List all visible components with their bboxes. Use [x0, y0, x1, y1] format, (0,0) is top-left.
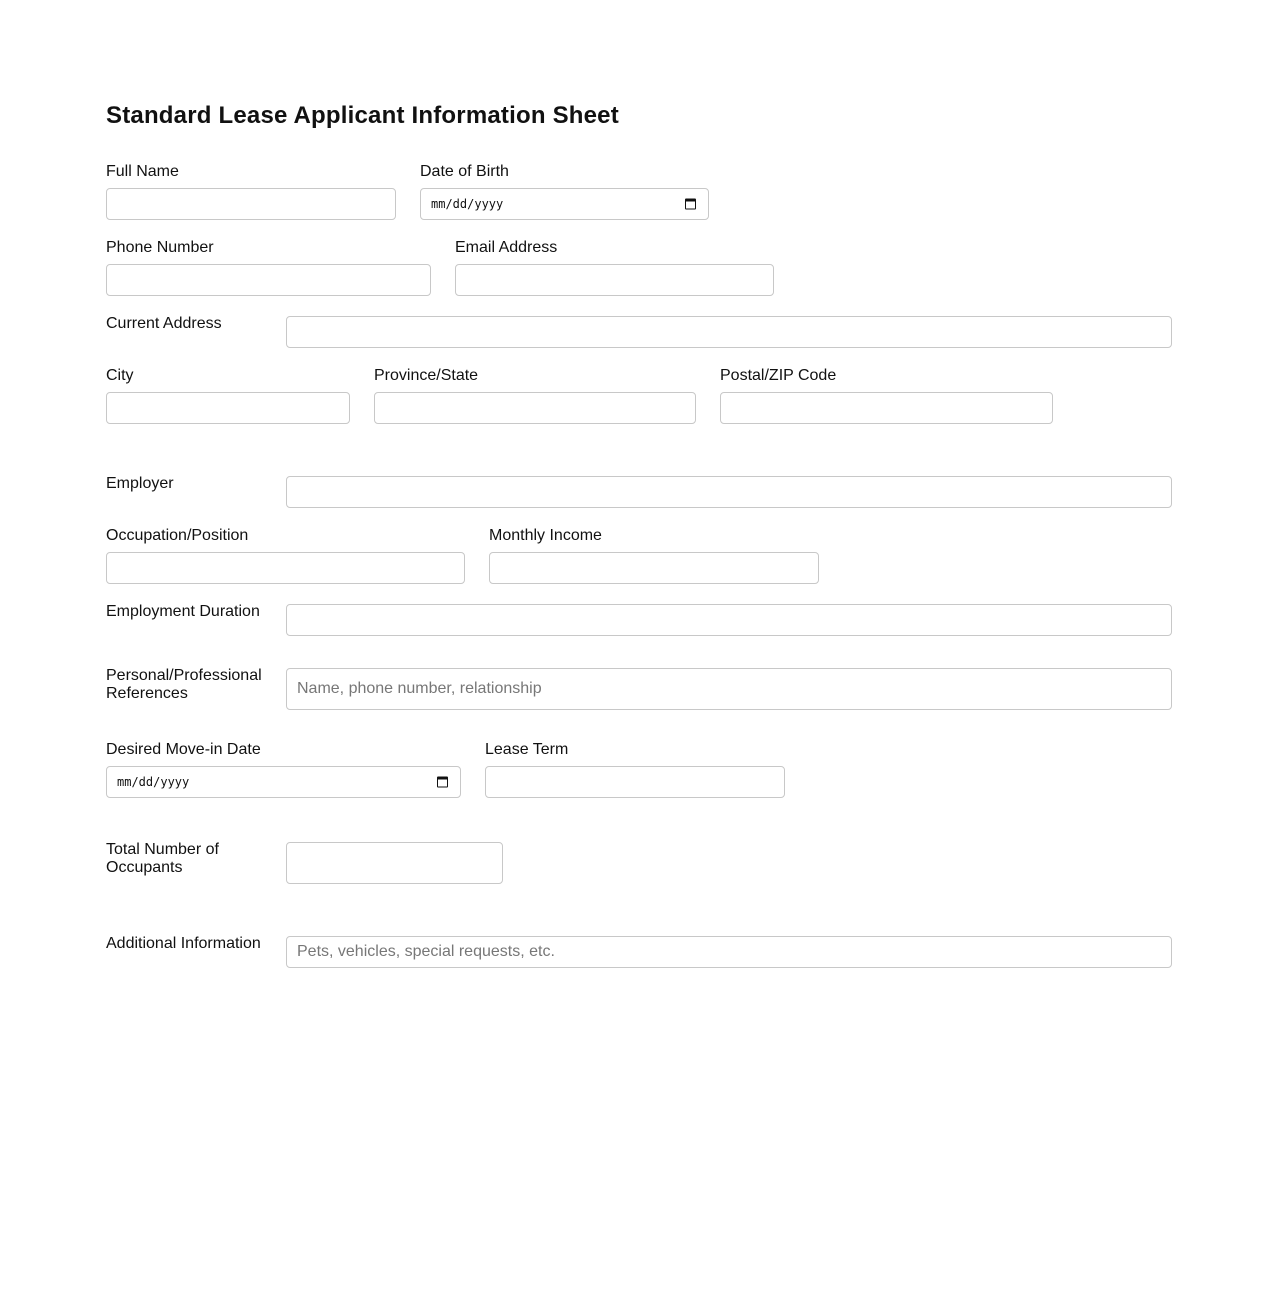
dob-label: Date of Birth — [420, 163, 509, 180]
move-in-input[interactable] — [106, 766, 461, 798]
move-in-label: Desired Move-in Date — [106, 741, 261, 758]
dob-value: mm/dd/yyyy — [431, 197, 504, 211]
dob-input[interactable] — [420, 188, 709, 220]
occupants-label-line2: Occupants — [106, 859, 183, 876]
postal-input[interactable] — [720, 392, 1053, 424]
phone-label: Phone Number — [106, 239, 214, 256]
duration-input[interactable] — [286, 604, 1172, 636]
move-in-value: mm/dd/yyyy — [117, 775, 190, 789]
occupation-input[interactable] — [106, 552, 465, 584]
references-label-line2: References — [106, 685, 188, 702]
occupants-input[interactable] — [286, 842, 503, 884]
duration-label: Employment Duration — [106, 603, 260, 620]
occupation-label: Occupation/Position — [106, 527, 249, 544]
calendar-icon[interactable] — [437, 777, 448, 788]
lease-term-label: Lease Term — [485, 741, 569, 758]
calendar-icon[interactable] — [685, 199, 696, 210]
references-placeholder: Name, phone number, relationship — [297, 680, 542, 697]
references-label-line1: Personal/Professional — [106, 667, 262, 684]
city-input[interactable] — [106, 392, 350, 424]
full-name-label: Full Name — [106, 163, 179, 180]
phone-input[interactable] — [106, 264, 431, 296]
additional-input[interactable] — [286, 936, 1172, 968]
province-label: Province/State — [374, 367, 479, 384]
additional-placeholder: Pets, vehicles, special requests, etc. — [297, 943, 555, 960]
employer-input[interactable] — [286, 476, 1172, 508]
email-input[interactable] — [455, 264, 774, 296]
city-label: City — [106, 367, 134, 384]
lease-term-input[interactable] — [485, 766, 785, 798]
province-input[interactable] — [374, 392, 696, 424]
postal-label: Postal/ZIP Code — [720, 367, 837, 384]
full-name-input[interactable] — [106, 188, 396, 220]
address-label: Current Address — [106, 315, 222, 332]
references-input[interactable] — [286, 668, 1172, 710]
page-title: Standard Lease Applicant Information Sheet — [106, 102, 619, 129]
address-input[interactable] — [286, 316, 1172, 348]
additional-label: Additional Information — [106, 935, 261, 952]
employer-label: Employer — [106, 475, 174, 492]
income-input[interactable] — [489, 552, 819, 584]
income-label: Monthly Income — [489, 527, 602, 544]
email-label: Email Address — [455, 239, 558, 256]
occupants-label-line1: Total Number of — [106, 841, 219, 858]
